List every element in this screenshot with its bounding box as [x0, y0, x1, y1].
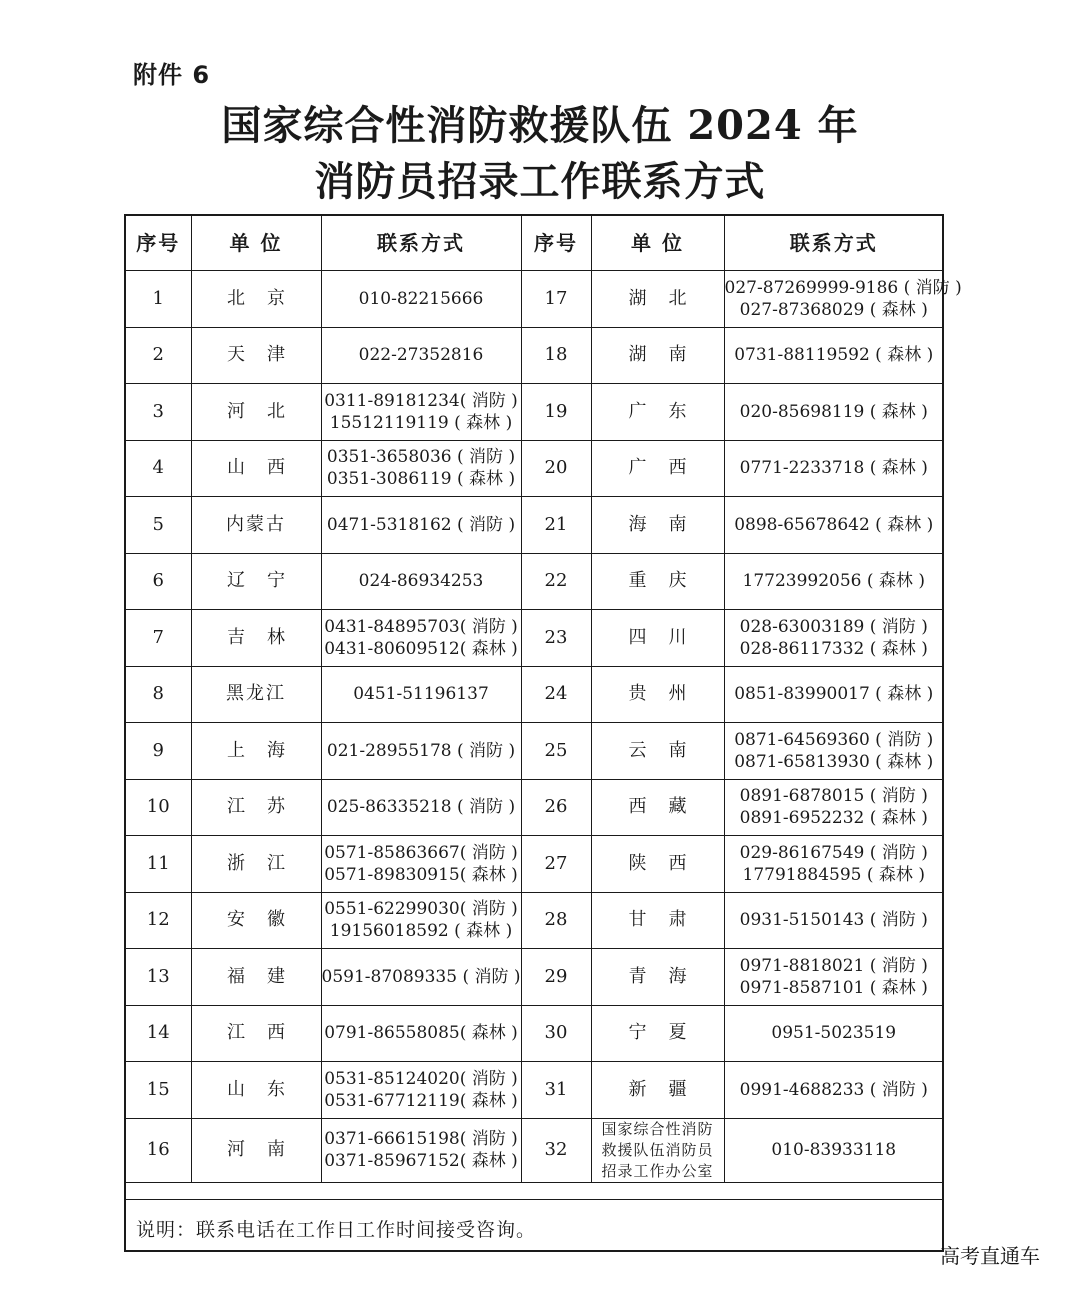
contact-line: 0471-5318162 ( 消防 ): [326, 514, 516, 535]
row-unit: 安徽: [191, 892, 321, 949]
row-contact: [321, 666, 521, 723]
contact-line: 0571-89830915( 森林 ): [324, 864, 518, 885]
row-contact: [724, 384, 943, 441]
table-row: [126, 892, 943, 949]
row-contact: [321, 723, 521, 780]
row-unit: 黑龙江: [191, 666, 321, 723]
contact-line: 0871-65813930 ( 森林 ): [734, 751, 934, 772]
contact-line: 17791884595 ( 森林 ): [742, 864, 925, 885]
row-unit: 江西: [191, 1005, 321, 1062]
row-contact: [321, 553, 521, 610]
watermark: 高考直通车: [940, 1244, 1040, 1268]
contact-line: 0791-86558085( 森林 ): [324, 1023, 518, 1044]
row-unit: 北京: [191, 271, 321, 328]
header-contact-right: 联系方式: [724, 216, 943, 271]
table-row: [126, 271, 943, 328]
contact-line: 0571-85863667( 消防 ): [324, 842, 518, 863]
row-unit: 西藏: [591, 779, 724, 836]
contact-line: 0351-3658036 ( 消防 ): [326, 447, 516, 468]
row-unit: 湖南: [591, 327, 724, 384]
contact-line: 0731-88119592 ( 森林 ): [734, 345, 934, 366]
contact-line: 022-27352816: [358, 345, 484, 366]
row-unit: 青海: [591, 949, 724, 1006]
row-unit: 广东: [591, 384, 724, 441]
row-contact: [724, 440, 943, 497]
row-number: 27: [521, 836, 591, 893]
row-contact: [724, 271, 962, 328]
row-contact: [321, 440, 521, 497]
attachment-label: 附件 6: [133, 61, 211, 89]
row-number: 20: [521, 440, 591, 497]
row-contact: [724, 1118, 943, 1182]
row-contact: [724, 666, 943, 723]
row-unit: 福建: [191, 949, 321, 1006]
row-unit: 河北: [191, 384, 321, 441]
row-contact: [321, 271, 521, 328]
note-text: 说明：联系电话在工作日工作时间接受咨询。: [136, 1219, 537, 1241]
contact-line: 0591-87089335 ( 消防 ): [321, 966, 521, 987]
contact-line: 027-87269999-9186 ( 消防 ): [724, 277, 962, 298]
row-number: 22: [521, 553, 591, 610]
row-number: 1: [126, 271, 191, 328]
contact-line: 0891-6878015 ( 消防 ): [739, 786, 928, 807]
table-row: [126, 1062, 943, 1119]
table-row: [126, 666, 943, 723]
table-row: [126, 553, 943, 610]
row-unit: 广西: [591, 440, 724, 497]
row-contact: [321, 497, 521, 554]
row-contact: [321, 384, 521, 441]
contact-line: 0951-5023519: [771, 1023, 897, 1044]
row-contact: [724, 1062, 943, 1119]
row-contact: [321, 892, 521, 949]
row-unit: 宁夏: [591, 1005, 724, 1062]
table-row: [126, 1118, 943, 1182]
row-unit: 山东: [191, 1062, 321, 1119]
contact-line: 0371-85967152( 森林 ): [324, 1151, 518, 1171]
row-number: 7: [126, 610, 191, 667]
contact-line: 0851-83990017 ( 森林 ): [734, 684, 934, 705]
row-number: 18: [521, 327, 591, 384]
contact-line: 010-82215666: [358, 288, 484, 309]
table-row: [126, 327, 943, 384]
row-contact: [724, 949, 943, 1006]
contact-line: 0431-84895703( 消防 ): [324, 616, 518, 637]
row-number: 25: [521, 723, 591, 780]
page-title-line2: 消防员招录工作联系方式: [314, 158, 766, 205]
row-number: 13: [126, 949, 191, 1006]
row-contact: [724, 497, 943, 554]
table-row: [126, 779, 943, 836]
row-number: 31: [521, 1062, 591, 1119]
row-number: 26: [521, 779, 591, 836]
contact-line: 0431-80609512( 森林 ): [324, 638, 518, 659]
row-contact: [724, 892, 943, 949]
contact-line: 027-87368029 ( 森林 ): [739, 299, 928, 320]
table-row: [126, 610, 943, 667]
row-unit: 云南: [591, 723, 724, 780]
row-contact: [321, 836, 521, 893]
table-row: [126, 384, 943, 441]
contact-line: 0771-2233718 ( 森林 ): [739, 458, 928, 479]
row-unit: 天津: [191, 327, 321, 384]
contact-line: 0991-4688233 ( 消防 ): [739, 1079, 928, 1100]
row-contact: [724, 610, 943, 667]
header-unit-right: 单 位: [591, 216, 724, 271]
row-unit: 辽宁: [191, 553, 321, 610]
row-unit: 海南: [591, 497, 724, 554]
row-unit: 吉林: [191, 610, 321, 667]
row-unit: 陕西: [591, 836, 724, 893]
row-contact: [724, 836, 943, 893]
row-number: 30: [521, 1005, 591, 1062]
contact-line: 19156018592 ( 森林 ): [329, 921, 513, 942]
page-title-line1: 国家综合性消防救援队伍 2024 年: [221, 102, 859, 149]
row-contact: [321, 779, 521, 836]
contact-line: 010-83933118: [771, 1140, 897, 1160]
contact-line: 0371-66615198( 消防 ): [324, 1129, 518, 1149]
row-unit: 内蒙古: [191, 497, 321, 554]
row-number: 12: [126, 892, 191, 949]
row-number: 24: [521, 666, 591, 723]
unit-line: 救援队伍消防员: [601, 1140, 714, 1159]
row-unit: [591, 1118, 724, 1182]
contact-line: 15512119119 ( 森林 ): [329, 412, 513, 433]
row-number: 15: [126, 1062, 191, 1119]
header-contact-left: 联系方式: [321, 216, 521, 271]
row-contact: [321, 610, 521, 667]
contact-line: 0351-3086119 ( 森林 ): [326, 469, 516, 490]
table-header-row: [126, 216, 943, 271]
row-number: 2: [126, 327, 191, 384]
row-number: 8: [126, 666, 191, 723]
row-unit: 山西: [191, 440, 321, 497]
row-unit: 贵州: [591, 666, 724, 723]
row-number: 11: [126, 836, 191, 893]
contact-line: 028-86117332 ( 森林 ): [739, 638, 928, 659]
row-number: 19: [521, 384, 591, 441]
row-contact: [724, 327, 943, 384]
table-row: [126, 836, 943, 893]
table-row: [126, 497, 943, 554]
unit-line: 招录工作办公室: [601, 1161, 714, 1180]
unit-line: 国家综合性消防: [601, 1119, 714, 1138]
row-contact: [321, 1062, 521, 1119]
contact-line: 0871-64569360 ( 消防 ): [734, 729, 934, 750]
row-contact: [724, 779, 943, 836]
header-no-right: 序号: [521, 216, 591, 271]
header-unit-left: 单 位: [191, 216, 321, 271]
header-no-left: 序号: [126, 216, 191, 271]
contact-line: 0451-51196137: [353, 684, 489, 705]
contact-line: 024-86934253: [358, 571, 484, 592]
contact-line: 0971-8818021 ( 消防 ): [739, 955, 928, 976]
row-unit: 四川: [591, 610, 724, 667]
row-number: 21: [521, 497, 591, 554]
contact-line: 0891-6952232 ( 森林 ): [739, 808, 928, 829]
contact-line: 0971-8587101 ( 森林 ): [739, 977, 928, 998]
row-number: 6: [126, 553, 191, 610]
row-unit: 江苏: [191, 779, 321, 836]
row-unit: 河南: [191, 1118, 321, 1182]
contact-line: 0931-5150143 ( 消防 ): [739, 910, 928, 931]
row-number: 14: [126, 1005, 191, 1062]
row-unit: 甘肃: [591, 892, 724, 949]
contact-line: 020-85698119 ( 森林 ): [739, 401, 928, 422]
note-row: [126, 1199, 942, 1250]
row-contact: [724, 723, 943, 780]
contact-line: 021-28955178 ( 消防 ): [326, 740, 516, 761]
row-number: 10: [126, 779, 191, 836]
row-number: 23: [521, 610, 591, 667]
contact-table: [124, 214, 962, 1252]
contact-line: 0531-67712119( 森林 ): [324, 1090, 518, 1111]
contact-line: 029-86167549 ( 消防 ): [739, 842, 928, 863]
row-number: 32: [521, 1118, 591, 1182]
row-contact: [321, 949, 521, 1006]
row-number: 9: [126, 723, 191, 780]
row-number: 28: [521, 892, 591, 949]
table-row: [126, 1005, 943, 1062]
row-unit: 上海: [191, 723, 321, 780]
table-row: [126, 440, 943, 497]
contact-line: 025-86335218 ( 消防 ): [326, 797, 516, 818]
row-number: 4: [126, 440, 191, 497]
row-number: 17: [521, 271, 591, 328]
row-contact: [321, 1118, 521, 1182]
table-row: [126, 949, 943, 1006]
row-number: 3: [126, 384, 191, 441]
row-contact: [724, 1005, 943, 1062]
row-unit: 重庆: [591, 553, 724, 610]
contact-line: 0551-62299030( 消防 ): [324, 899, 518, 920]
contact-line: 17723992056 ( 森林 ): [742, 571, 925, 592]
row-contact: [321, 1005, 521, 1062]
contact-line: 028-63003189 ( 消防 ): [739, 616, 928, 637]
table-row: [126, 723, 943, 780]
row-number: 29: [521, 949, 591, 1006]
row-number: 5: [126, 497, 191, 554]
row-contact: [321, 327, 521, 384]
row-unit: 新疆: [591, 1062, 724, 1119]
contact-line: 0311-89181234( 消防 ): [324, 390, 518, 411]
row-number: 16: [126, 1118, 191, 1182]
row-unit: 湖北: [591, 271, 724, 328]
row-unit: 浙江: [191, 836, 321, 893]
contact-line: 0531-85124020( 消防 ): [324, 1068, 518, 1089]
contact-line: 0898-65678642 ( 森林 ): [734, 514, 934, 535]
row-contact: [724, 553, 943, 610]
